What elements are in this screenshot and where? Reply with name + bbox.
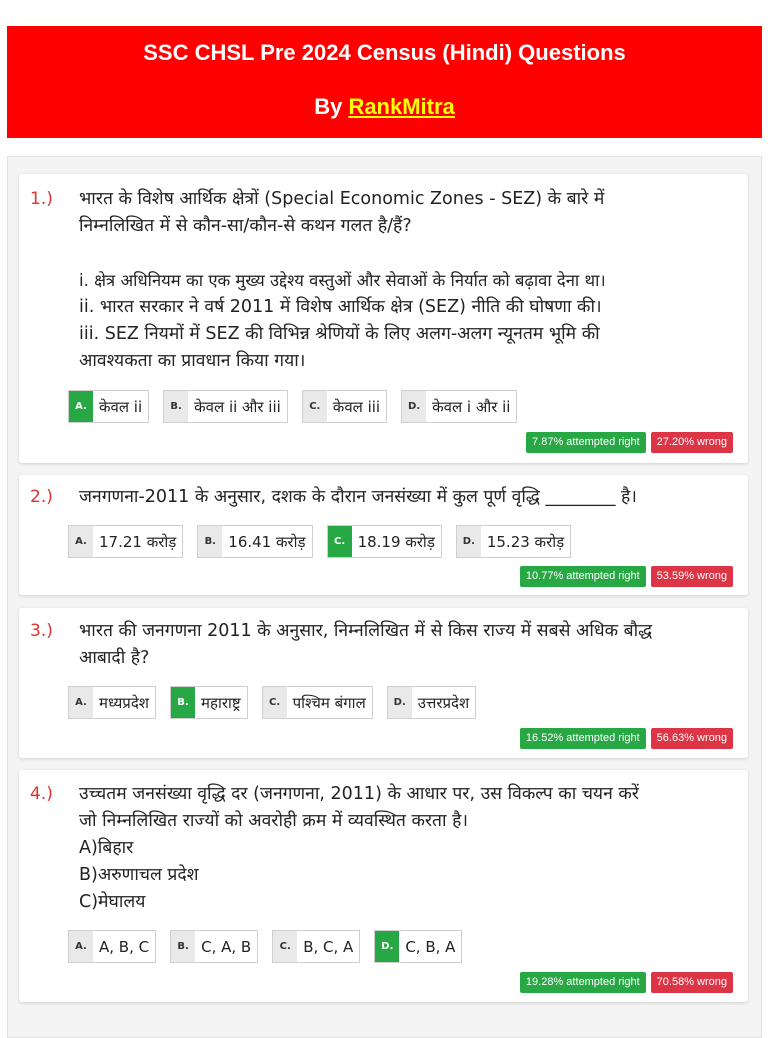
by-label: By [314,94,343,119]
question-line: निम्नलिखित में से कौन-सा/कौन-से कथन गलत है/हैं? [79,216,412,236]
question-number: 4.) [30,784,53,804]
option-b[interactable] [163,390,288,423]
option-c[interactable] [272,930,360,963]
option-text: B, C, A [303,937,354,956]
question-text [79,618,738,672]
option-text: मध्यप्रदेश [99,693,150,712]
option-letter: B. [164,391,188,422]
question-line: जनगणना-2011 के अनुसार, दशक के दौरान जनसंख्या में कुल पूर्ण वृद्धि ________ है। [79,487,637,507]
option-text: C, A, B [201,937,252,956]
options-row [68,525,585,558]
option-letter: D. [457,526,481,557]
option-letter: B. [171,687,195,718]
wrong-badge: 53.59% wrong [651,566,733,587]
option-a[interactable] [68,390,149,423]
attempted-right-badge: 10.77% attempted right [520,566,646,587]
byline [7,92,762,122]
option-b[interactable] [170,930,258,963]
stats-badges [515,728,733,749]
option-letter: A. [69,931,93,962]
option-text: 17.21 करोड़ [99,532,177,551]
wrong-badge: 70.58% wrong [651,972,733,993]
option-b[interactable] [197,525,312,558]
option-text: महाराष्ट्र [201,693,241,712]
option-text: C, B, A [405,937,456,956]
option-a[interactable] [68,525,183,558]
option-text: केवल i और ii [432,397,511,416]
option-letter: D. [388,687,412,718]
page-header [7,26,762,138]
option-b[interactable] [170,686,248,719]
option-d[interactable] [456,525,571,558]
option-letter: B. [171,931,195,962]
options-row [68,390,531,423]
option-text: केवल ii और iii [194,397,281,416]
option-d[interactable] [401,390,517,423]
option-letter: D. [375,931,399,962]
question-line: iii. SEZ नियमों में SEZ की विभिन्न श्रेणियों के लिए अलग-अलग न्यूनतम भूमि की [79,324,600,344]
option-letter: A. [69,687,93,718]
option-letter: A. [69,526,93,557]
question-line: आवश्यकता का प्रावधान किया गया। [79,351,306,371]
option-text: 18.19 करोड़ [357,532,435,551]
question-card-4 [19,770,748,1002]
option-a[interactable] [68,686,156,719]
question-line: भारत की जनगणना 2011 के अनुसार, निम्नलिखित में से किस राज्य में सबसे अधिक बौद्ध [79,621,653,641]
option-text: केवल iii [332,397,381,416]
option-letter: C. [303,391,327,422]
question-line: आबादी है? [79,648,150,668]
question-line: B)अरुणाचल प्रदेश [79,865,199,885]
option-letter: C. [263,687,287,718]
option-c[interactable] [302,390,387,423]
question-line: भारत के विशेष आर्थिक क्षेत्रों (Special Economic Zones - SEZ) के बारे में [79,189,605,209]
question-card-1 [19,174,748,463]
question-line: C)मेघालय [79,892,146,912]
option-text: केवल ii [99,397,143,416]
question-line [79,240,738,267]
option-c[interactable] [327,525,442,558]
question-text [79,781,738,916]
question-card-2 [19,475,748,595]
options-row [68,686,490,719]
option-letter: C. [273,931,297,962]
question-number: 3.) [30,621,53,641]
option-letter: C. [328,526,352,557]
option-text: 16.41 करोड़ [228,532,306,551]
option-text: उत्तरप्रदेश [417,693,470,712]
stats-badges [515,566,733,587]
option-letter: A. [69,391,93,422]
question-line: उच्चतम जनसंख्या वृद्धि दर (जनगणना, 2011) के आधार पर, उस विकल्प का चयन करें [79,784,639,804]
stats-badges [515,972,733,993]
question-card-3 [19,608,748,758]
option-d[interactable] [387,686,476,719]
option-a[interactable] [68,930,156,963]
wrong-badge: 27.20% wrong [651,432,733,453]
attempted-right-badge: 16.52% attempted right [520,728,646,749]
option-text: पश्चिम बंगाल [292,693,366,712]
page-title: SSC CHSL Pre 2024 Census (Hindi) Questions [143,40,626,65]
question-line: i. क्षेत्र अधिनियम का एक मुख्य उद्देश्य वस्तुओं और सेवाओं के निर्यात को बढ़ावा देना था। [79,271,606,290]
question-line: ii. भारत सरकार ने वर्ष 2011 में विशेष आर्थिक क्षेत्र (SEZ) नीति की घोषणा की। [79,297,602,317]
wrong-badge: 56.63% wrong [651,728,733,749]
brand-link[interactable]: RankMitra [348,94,455,119]
option-letter: B. [198,526,222,557]
question-number: 1.) [30,189,53,209]
question-text [79,186,738,375]
attempted-right-badge: 7.87% attempted right [526,432,646,453]
question-text [79,484,738,511]
question-line: A)बिहार [79,838,134,858]
option-c[interactable] [262,686,373,719]
question-line: जो निम्नलिखित राज्यों को अवरोही क्रम में व्यवस्थित करता है। [79,811,469,831]
option-letter: D. [402,391,426,422]
attempted-right-badge: 19.28% attempted right [520,972,646,993]
options-row [68,930,476,963]
option-text: 15.23 करोड़ [486,532,565,551]
question-number: 2.) [30,487,53,507]
option-d[interactable] [374,930,462,963]
stats-badges [521,432,733,453]
option-text: A, B, C [99,937,150,956]
